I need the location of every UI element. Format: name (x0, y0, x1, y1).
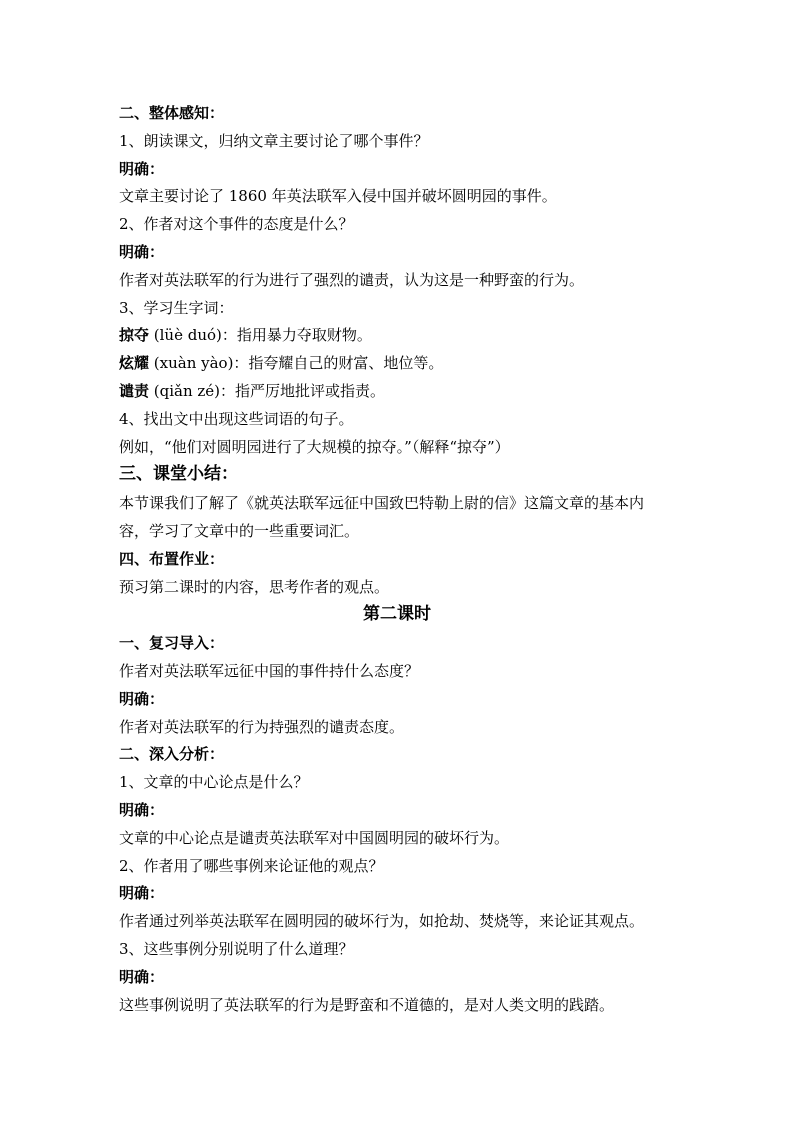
vocab-definition: (xuàn yào)：指夸耀自己的财富、地位等。 (149, 354, 444, 372)
question-4: 4、找出文中出现这些词语的句子。 (119, 410, 354, 428)
answer-2: 作者对英法联军的行为进行了强烈的谴责，认为这是一种野蛮的行为。 (119, 271, 585, 289)
answer-label: 明确： (119, 968, 165, 986)
summary-text-line-1: 本节课我们了解了《就英法联军远征中国致巴特勒上尉的信》这篇文章的基本内 (119, 494, 645, 512)
answer-label: 明确： (119, 801, 165, 819)
answer-label: 明确： (119, 884, 165, 902)
section-heading-summary: 三、课堂小结： (119, 464, 238, 484)
section-heading-overall: 二、整体感知： (119, 104, 225, 122)
section-heading-analysis: 二、深入分析： (119, 745, 225, 763)
question-3: 3、学习生字词： (119, 299, 234, 317)
vocab-word: 炫耀 (119, 354, 150, 372)
question-1: 1、朗读课文，归纳文章主要讨论了哪个事件？ (119, 132, 429, 150)
vocab-word: 掠夺 (119, 326, 150, 344)
vocab-item (119, 380, 385, 402)
review-question: 作者对英法联军远征中国的事件持什么态度？ (119, 662, 420, 680)
answer-1: 文章主要讨论了 1860 年英法联军入侵中国并破坏圆明园的事件。 (119, 187, 557, 205)
vocab-word: 谴责 (119, 382, 150, 400)
answer-label: 明确： (119, 160, 165, 178)
section-heading-review: 一、复习导入： (119, 634, 225, 652)
section-heading-homework: 四、布置作业： (119, 550, 225, 568)
vocab-definition: (lüè duó)：指用暴力夺取财物。 (149, 326, 372, 344)
answer-label: 明确： (119, 690, 165, 708)
review-answer: 作者对英法联军的行为持强烈的谴责态度。 (119, 718, 405, 736)
question-2: 2、作者对这个事件的态度是什么？ (119, 215, 354, 233)
answer-label: 明确： (119, 243, 165, 261)
lesson-2-title: 第二课时 (363, 604, 431, 624)
vocab-item (119, 352, 443, 374)
vocab-definition: (qiǎn zé)：指严厉地批评或指责。 (149, 382, 386, 400)
analysis-question-2: 2、作者用了哪些事例来论证他的观点？ (119, 857, 384, 875)
vocab-item (119, 324, 372, 346)
analysis-question-3: 3、这些事例分别说明了什么道理？ (119, 940, 354, 958)
analysis-answer-2: 作者通过列举英法联军在圆明园的破坏行为，如抢劫、焚烧等，来论证其观点。 (119, 912, 645, 930)
analysis-question-1: 1、文章的中心论点是什么？ (119, 773, 309, 791)
analysis-answer-1: 文章的中心论点是谴责英法联军对中国圆明园的破坏行为。 (119, 829, 510, 847)
homework-text: 预习第二课时的内容，思考作者的观点。 (119, 578, 390, 596)
example-sentence: 例如，“他们对圆明园进行了大规模的掠夺。”（解释“掠夺”） (119, 438, 510, 456)
summary-text-line-2: 容，学习了文章中的一些重要词汇。 (119, 522, 360, 540)
analysis-answer-3: 这些事例说明了英法联军的行为是野蛮和不道德的，是对人类文明的践踏。 (119, 996, 615, 1014)
